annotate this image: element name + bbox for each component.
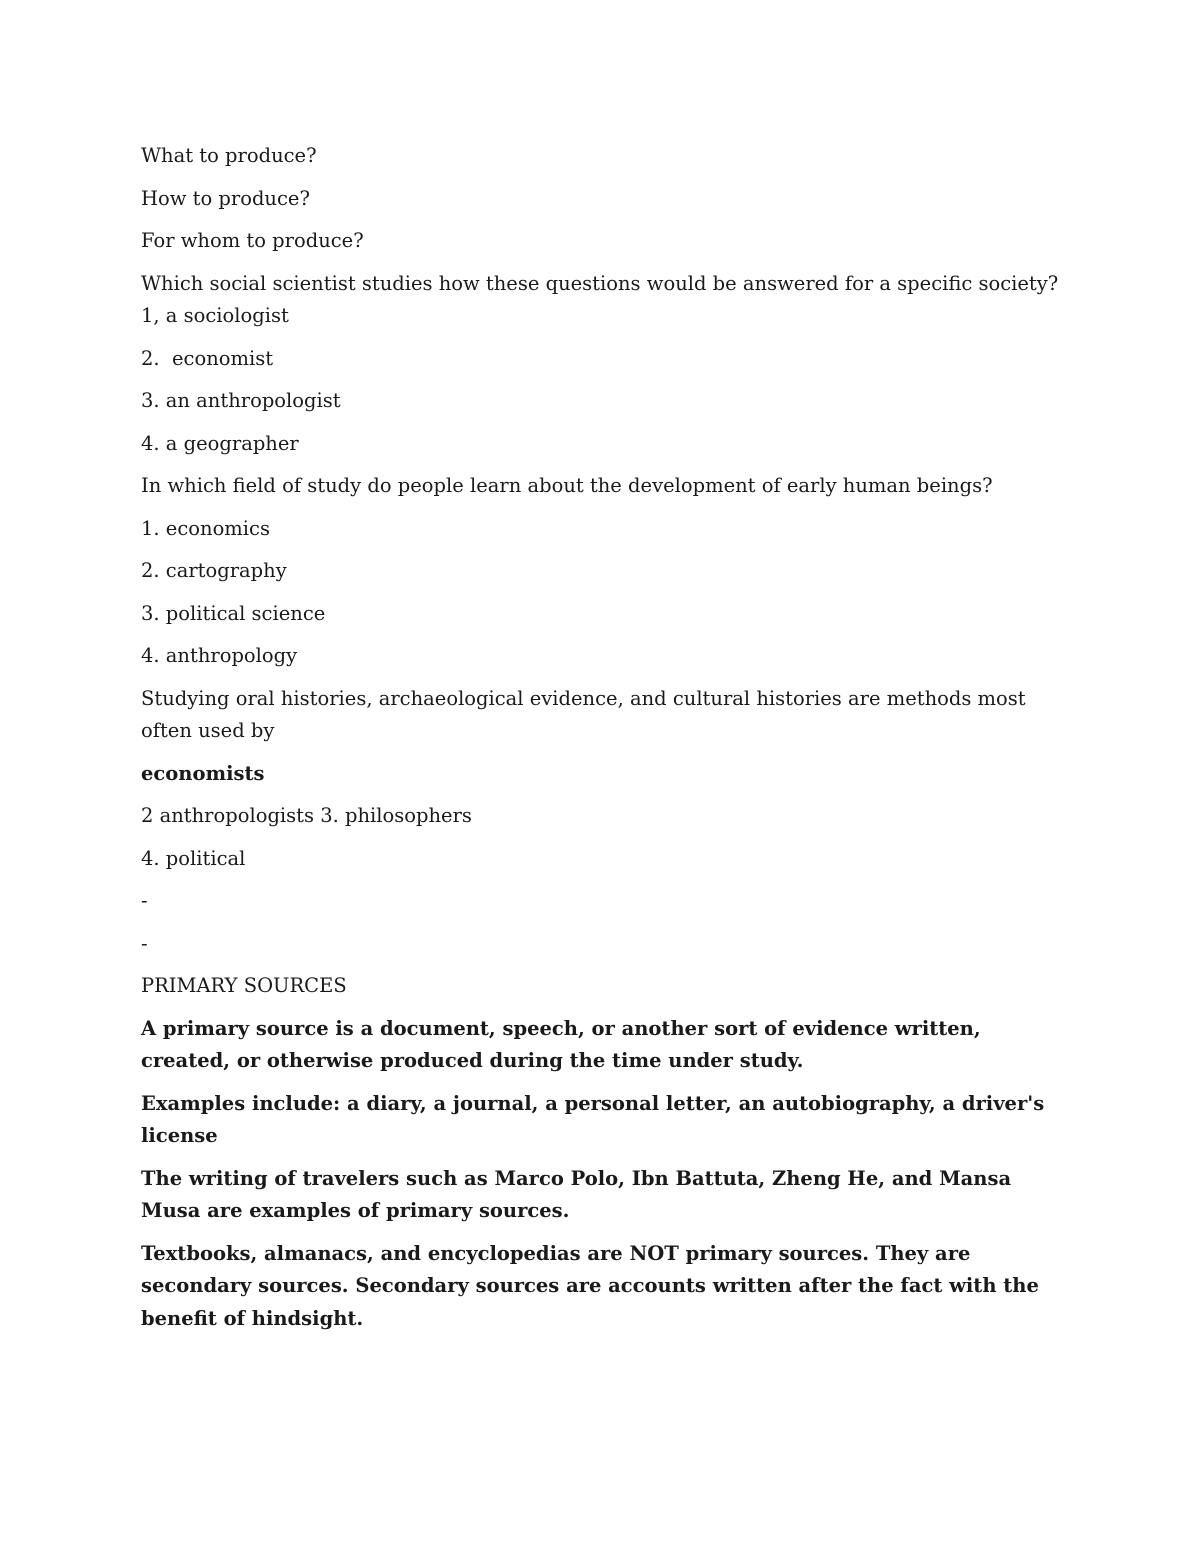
paragraph: Examples include: a diary, a journal, a personal letter, an autobiography, a driver's license	[141, 1091, 1051, 1147]
paragraph: 1. economics	[141, 516, 270, 540]
paragraph: Textbooks, almanacs, and encyclopedias are NOT primary sources. They are secondary sources. Secondary sources are accounts written after the fact with the benefit of hindsight.	[141, 1241, 1046, 1330]
paragraph: 4. anthropology	[141, 644, 298, 667]
paragraph: 4. a geographer	[141, 431, 299, 455]
paragraph: 3. an anthropologist	[141, 389, 341, 412]
paragraph: -	[141, 931, 148, 955]
paragraph: -	[141, 889, 148, 912]
paragraph: PRIMARY SOURCES	[141, 974, 347, 997]
paragraph: Studying oral histories, archaeological evidence, and cultural histories are methods most often used by	[141, 686, 1032, 742]
paragraph: How to produce?	[141, 186, 310, 210]
paragraph: For whom to produce?	[141, 229, 364, 252]
paragraph: 4. political	[141, 846, 246, 870]
paragraph: 2. cartography	[141, 559, 287, 582]
document-body	[141, 140, 1065, 1345]
paragraph: Which social scientist studies how these questions would be answered for a specific society? 1, a sociologist	[141, 271, 1065, 327]
paragraph: A primary source is a document, speech, or another sort of evidence written, created, or otherwise produced during the time under study.	[141, 1016, 988, 1072]
paragraph: What to produce?	[141, 144, 317, 167]
paragraph: 2. economist	[141, 346, 274, 370]
paragraph: In which field of study do people learn about the development of early human beings?	[141, 474, 993, 497]
paragraph: 2 anthropologists 3. philosophers	[141, 804, 472, 827]
paragraph: economists	[141, 761, 265, 785]
paragraph: The writing of travelers such as Marco Polo, Ibn Battuta, Zheng He, and Mansa Musa are examples of primary sources.	[141, 1166, 1018, 1222]
paragraph: 3. political science	[141, 601, 326, 625]
